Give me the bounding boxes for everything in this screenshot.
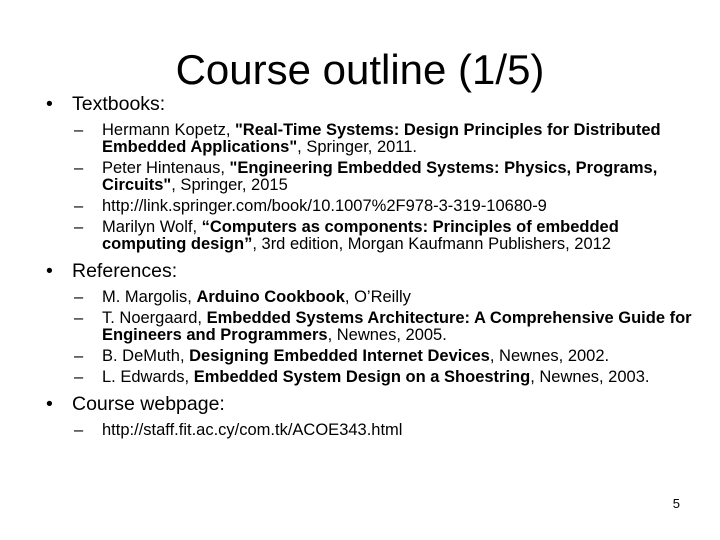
item-text-bold: Embedded System Design on a Shoestring [193, 368, 531, 386]
item-text: T. Noergaard, [102, 309, 207, 327]
item-text: , Newnes, 2002. [489, 347, 610, 365]
list-item [40, 198, 700, 215]
dash-icon: – [74, 197, 84, 215]
section-heading-text: Textbooks: [72, 93, 166, 115]
item-text-bold: “Computers as components: Principles of embedded computing design” [102, 218, 619, 253]
bullet-icon: • [46, 393, 53, 415]
list-item [40, 289, 700, 306]
list-item [40, 160, 700, 194]
item-text: , Springer, 2015 [171, 176, 288, 194]
section-course-webpage [40, 392, 700, 439]
item-text-bold: Embedded Systems Architecture: A Comprehensive Guide for Engineers and Programmers [102, 309, 692, 344]
item-text: Peter Hintenaus, [102, 159, 230, 177]
section-heading-text: References: [72, 260, 178, 282]
sub-list [40, 289, 700, 386]
dash-icon: – [74, 368, 84, 386]
section-textbooks [40, 92, 700, 253]
item-text-bold: "Engineering Embedded Systems: Physics, Programs, Circuits" [102, 159, 658, 194]
slide-content [40, 92, 700, 443]
list-item [40, 219, 700, 253]
item-text: L. Edwards, [102, 368, 194, 386]
dash-icon: – [74, 309, 84, 327]
item-text: , 3rd edition, Morgan Kaufmann Publishers, 2012 [252, 235, 611, 253]
item-text-bold: "Real-Time Systems: Design Principles for Distributed Embedded Applications" [102, 121, 661, 156]
page-number: 5 [672, 496, 680, 511]
slide-title: Course outline (1/5) [175, 46, 545, 93]
list-item [40, 348, 700, 365]
item-link[interactable]: http://link.springer.com/book/10.1007%2F978-3-319-10680-9 [102, 197, 547, 215]
item-text: , O’Reilly [344, 288, 411, 306]
dash-icon: – [74, 421, 84, 439]
section-heading [40, 92, 700, 116]
item-text: , Newnes, 2005. [327, 326, 447, 344]
dash-icon: – [74, 288, 84, 306]
item-text-bold: Designing Embedded Internet Devices [189, 347, 490, 365]
item-text: , Springer, 2011. [297, 138, 418, 156]
bullet-icon: • [46, 260, 53, 282]
item-link[interactable]: http://staff.fit.ac.cy/com.tk/ACOE343.html [102, 421, 403, 439]
dash-icon: – [74, 159, 84, 177]
section-heading [40, 259, 700, 283]
item-text: , Newnes, 2003. [530, 368, 650, 386]
item-text: M. Margolis, [102, 288, 197, 306]
sub-list [40, 422, 700, 439]
dash-icon: – [74, 121, 84, 139]
section-heading [40, 392, 700, 416]
sub-list [40, 122, 700, 253]
section-heading-text: Course webpage: [72, 393, 225, 415]
dash-icon: – [74, 347, 84, 365]
list-item [40, 310, 700, 344]
list-item [40, 122, 700, 156]
bullet-icon: • [46, 93, 53, 115]
item-text: B. DeMuth, [102, 347, 190, 365]
list-item [40, 422, 700, 439]
list-item [40, 369, 700, 386]
section-references [40, 259, 700, 386]
item-text: Marilyn Wolf, [102, 218, 202, 236]
item-text: Hermann Kopetz, [102, 121, 235, 139]
item-text-bold: Arduino Cookbook [196, 288, 345, 306]
dash-icon: – [74, 218, 84, 236]
